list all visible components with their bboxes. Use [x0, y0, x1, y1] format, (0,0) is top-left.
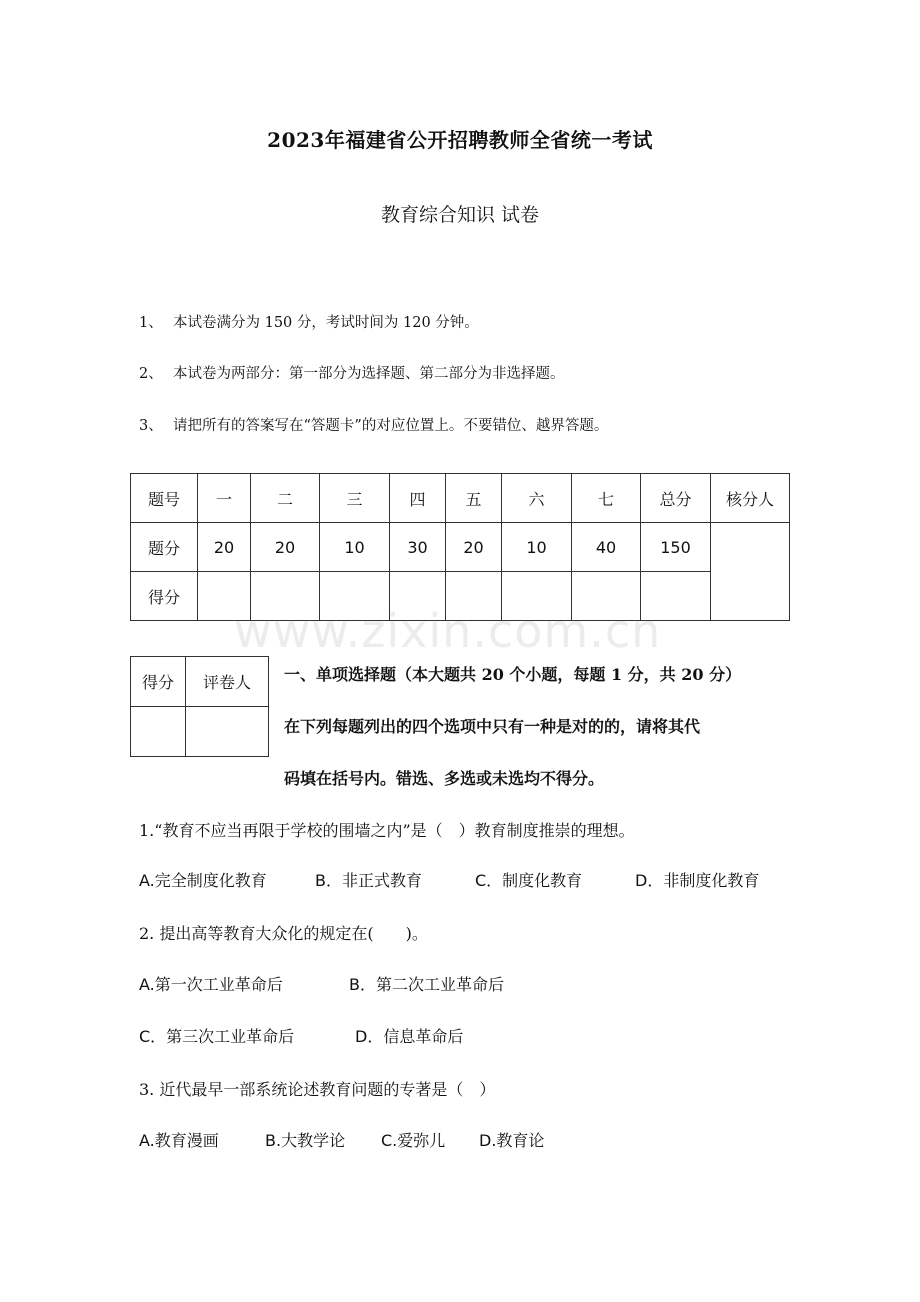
- option-b[interactable]: B.大教学论: [265, 1131, 346, 1150]
- notice-number: 3、: [139, 418, 163, 434]
- notice-item: [139, 362, 565, 383]
- table-row: [131, 474, 790, 523]
- header-cell: 一: [198, 474, 251, 523]
- exam-subtitle: 教育综合知识 试卷: [380, 204, 540, 226]
- points-cell: 10: [502, 523, 572, 572]
- table-row: [131, 707, 269, 757]
- option-a[interactable]: A.教育漫画: [139, 1131, 219, 1150]
- notice-item: [139, 414, 608, 435]
- header-cell: 五: [446, 474, 502, 523]
- points-cell: 10: [320, 523, 390, 572]
- row-label: 题分: [131, 523, 198, 572]
- exam-title: 2023年福建省公开招聘教师全省统一考试: [267, 128, 653, 152]
- notice-item: [139, 311, 479, 332]
- option-c[interactable]: C．第三次工业革命后: [139, 1027, 295, 1046]
- score-input-cell[interactable]: [131, 707, 186, 757]
- score-input-cell[interactable]: [572, 572, 641, 621]
- option-d[interactable]: D．信息革命后: [355, 1027, 464, 1046]
- table-row: [131, 523, 790, 572]
- grader-input-cell[interactable]: [186, 707, 269, 757]
- header-cell: 核分人: [711, 474, 790, 523]
- section-heading: 一、单项选择题（本大题共 20 个小题，每题 1 分，共 20 分）: [284, 665, 742, 684]
- watermark: www.zixin.com.cn: [234, 604, 662, 658]
- score-input-cell[interactable]: [502, 572, 572, 621]
- grader-label: 评卷人: [186, 657, 269, 707]
- points-cell: 40: [572, 523, 641, 572]
- points-cell: 20: [198, 523, 251, 572]
- score-input-cell[interactable]: [446, 572, 502, 621]
- score-input-cell[interactable]: [198, 572, 251, 621]
- notice-text: 请把所有的答案写在“答题卡”的对应位置上。不要错位、越界答题。: [173, 418, 609, 434]
- grader-table: [130, 656, 269, 757]
- header-cell: 题号: [131, 474, 198, 523]
- option-b[interactable]: B．第二次工业革命后: [349, 975, 504, 994]
- option-a[interactable]: A.第一次工业革命后: [139, 975, 283, 994]
- score-input-cell[interactable]: [251, 572, 320, 621]
- notice-number: 1、: [139, 315, 163, 331]
- score-input-cell[interactable]: [641, 572, 711, 621]
- option-row: [139, 972, 504, 995]
- option-row: [139, 868, 759, 891]
- row-label: 得分: [131, 572, 198, 621]
- points-cell: 30: [390, 523, 446, 572]
- notice-text: 本试卷满分为 150 分，考试时间为 120 分钟。: [173, 315, 479, 331]
- points-cell: 20: [446, 523, 502, 572]
- header-cell: 总分: [641, 474, 711, 523]
- checker-cell[interactable]: [711, 523, 790, 621]
- option-a[interactable]: A.完全制度化教育: [139, 871, 267, 890]
- question-stem: 1.“教育不应当再限于学校的围墙之内”是（ ）教育制度推崇的理想。: [139, 821, 635, 840]
- option-c[interactable]: C.爱弥儿: [381, 1131, 446, 1150]
- header-cell: 四: [390, 474, 446, 523]
- option-row: [139, 1024, 463, 1047]
- header-cell: 二: [251, 474, 320, 523]
- notice-text: 本试卷为两部分：第一部分为选择题、第二部分为非选择题。: [173, 366, 565, 382]
- question-stem: 2. 提出高等教育大众化的规定在( )。: [139, 924, 428, 943]
- table-row: [131, 572, 790, 621]
- section-instructions: 在下列每题列出的四个选项中只有一种是对的的，请将其代: [284, 717, 701, 736]
- option-d[interactable]: D.教育论: [479, 1131, 545, 1150]
- option-row: [139, 1128, 544, 1151]
- score-input-cell[interactable]: [390, 572, 446, 621]
- score-input-cell[interactable]: [320, 572, 390, 621]
- header-cell: 三: [320, 474, 390, 523]
- score-label: 得分: [131, 657, 186, 707]
- points-cell: 150: [641, 523, 711, 572]
- header-cell: 六: [502, 474, 572, 523]
- option-d[interactable]: D．非制度化教育: [635, 871, 760, 890]
- notice-number: 2、: [139, 366, 163, 382]
- score-table: [130, 473, 790, 621]
- section-instructions: 码填在括号内。错选、多选或未选均不得分。: [284, 769, 605, 788]
- header-cell: 七: [572, 474, 641, 523]
- option-c[interactable]: C．制度化教育: [475, 871, 583, 890]
- option-b[interactable]: B．非正式教育: [315, 871, 422, 890]
- points-cell: 20: [251, 523, 320, 572]
- table-row: [131, 657, 269, 707]
- question-stem: 3. 近代最早一部系统论述教育问题的专著是（ ）: [139, 1080, 496, 1099]
